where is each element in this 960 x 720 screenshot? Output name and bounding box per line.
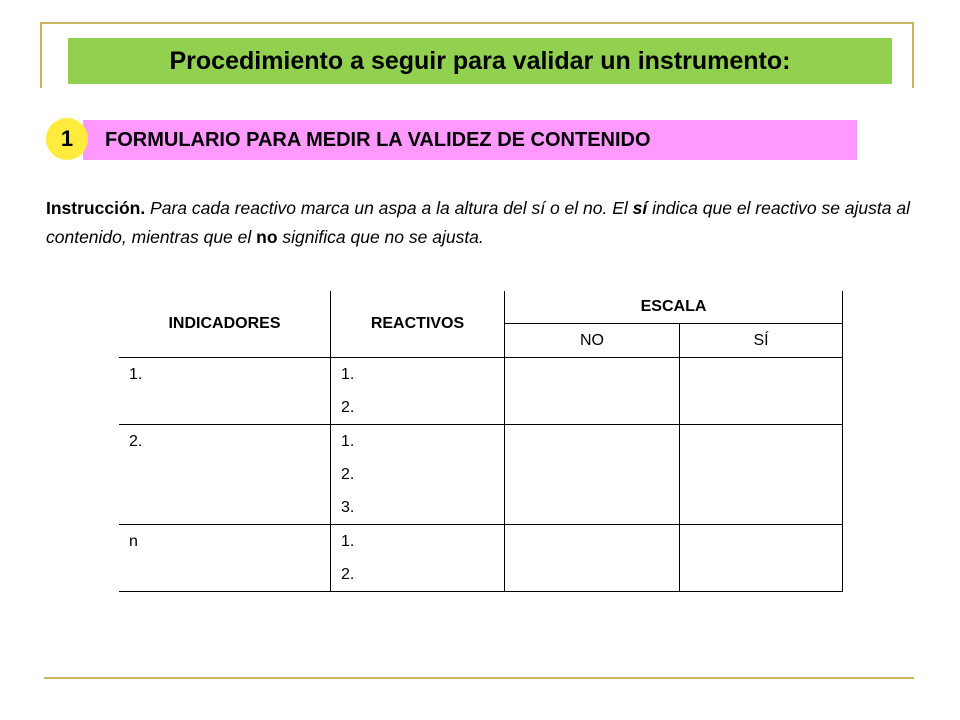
instruction-text-b: indica que el reactivo se ajusta al contenido, mientras que el xyxy=(46,198,910,247)
instruction-bold-si: sí xyxy=(632,198,648,218)
right-rule xyxy=(912,22,914,88)
si-mark-cell[interactable] xyxy=(680,358,843,425)
indicator-cell: n xyxy=(119,525,331,592)
header-no: NO xyxy=(505,324,680,358)
reactivo-item: 2. xyxy=(341,399,355,416)
validation-form-table xyxy=(119,291,843,592)
reactivos-cell xyxy=(331,425,505,525)
reactivo-item: 3. xyxy=(341,499,355,516)
instruction-lead: Instrucción. xyxy=(46,198,146,218)
indicator-cell: 2. xyxy=(119,425,331,525)
reactivo-item: 1. xyxy=(341,533,355,550)
section-number-badge: 1 xyxy=(46,118,88,160)
reactivos-cell xyxy=(331,358,505,425)
reactivo-item: 2. xyxy=(341,566,355,583)
si-mark-cell[interactable] xyxy=(680,425,843,525)
bottom-rule xyxy=(44,677,914,679)
instruction-text-c: significa que no se ajusta. xyxy=(277,227,484,247)
reactivo-item: 2. xyxy=(341,466,355,483)
instruction-bold-no: no xyxy=(256,227,278,247)
section-heading: FORMULARIO PARA MEDIR LA VALIDEZ DE CONTENIDO xyxy=(83,120,857,160)
header-reactivos: REACTIVOS xyxy=(331,291,505,358)
left-rule xyxy=(40,22,42,88)
no-mark-cell[interactable] xyxy=(505,425,680,525)
instruction-paragraph xyxy=(46,194,910,252)
table-row xyxy=(119,425,843,525)
reactivos-cell xyxy=(331,525,505,592)
instruction-text-a: Para cada reactivo marca un aspa a la altura del sí o el no. El xyxy=(145,198,633,218)
si-mark-cell[interactable] xyxy=(680,525,843,592)
slide-title: Procedimiento a seguir para validar un instrumento: xyxy=(68,38,892,84)
header-si: SÍ xyxy=(680,324,843,358)
reactivo-item: 1. xyxy=(341,366,355,383)
table-row xyxy=(119,358,843,425)
no-mark-cell[interactable] xyxy=(505,525,680,592)
no-mark-cell[interactable] xyxy=(505,358,680,425)
header-escala: ESCALA xyxy=(505,291,843,324)
reactivo-item: 1. xyxy=(341,433,355,450)
indicator-cell: 1. xyxy=(119,358,331,425)
header-indicadores: INDICADORES xyxy=(119,291,331,358)
table-row xyxy=(119,525,843,592)
top-rule xyxy=(40,22,914,24)
